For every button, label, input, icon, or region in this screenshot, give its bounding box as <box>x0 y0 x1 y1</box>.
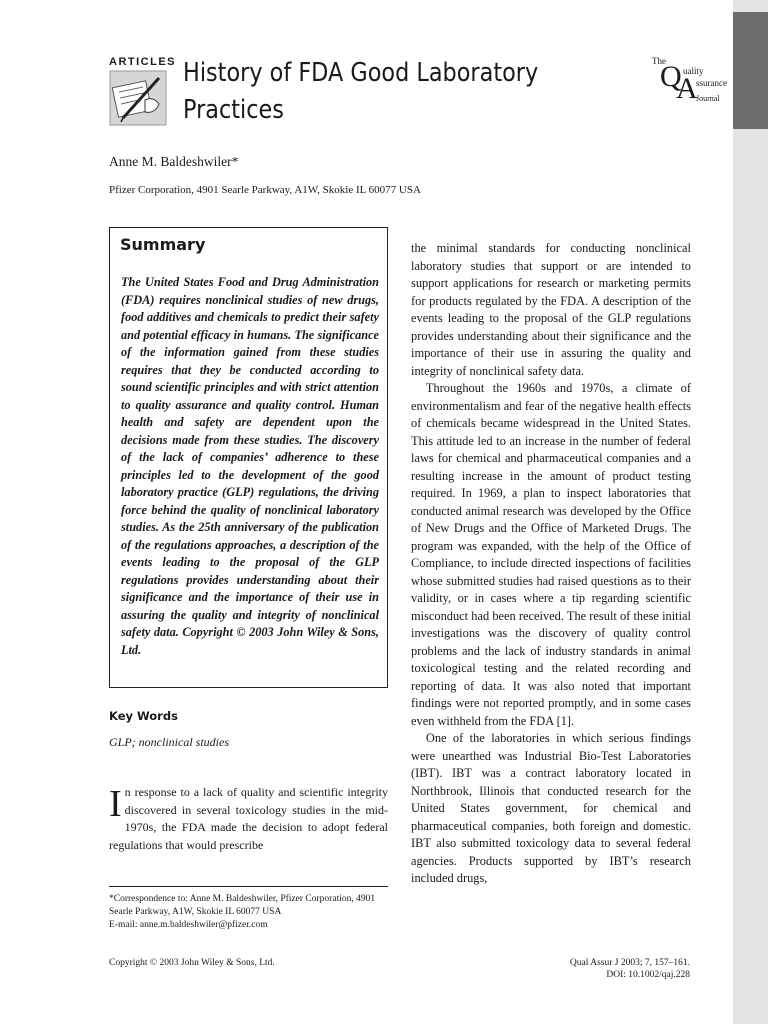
section-label: ARTICLES <box>109 56 176 68</box>
intro-paragraph-text: n response to a lack of quality and scientific integrity discovered in several toxicology studies in the mid-1970s, the FDA made the decision to adopt federal regulations that would prescribe <box>109 785 388 852</box>
summary-heading: Summary <box>120 235 206 254</box>
intro-paragraph <box>109 784 388 854</box>
journal-logo-journal: Journal <box>696 94 720 103</box>
body-column <box>411 240 691 888</box>
author-affiliation: Pfizer Corporation, 4901 Searle Parkway, A1W, Skokie IL 60077 USA <box>109 184 421 196</box>
keywords-text: GLP; nonclinical studies <box>109 735 229 749</box>
keywords-heading: Key Words <box>109 709 178 723</box>
article-title: History of FDA Good Laboratory Practices <box>183 58 539 125</box>
copyright-line: Copyright © 2003 John Wiley & Sons, Ltd. <box>109 958 275 968</box>
page-edge-strip <box>733 0 768 1024</box>
body-paragraph: One of the laboratories in which serious findings were unearthed was Industrial Bio-Test Laboratories (IBT). IBT was a contract laboratory located in Northbrook, Illinois that conducted research for the United States government, for chemical and pharmaceutical companies, both foreign and domestic. IBT also submitted toxicology data to several federal agencies. Products supported by IBT’s research included drugs, <box>411 731 691 885</box>
page-edge-tab <box>733 12 768 129</box>
journal-logo-uality: uality <box>683 66 704 76</box>
journal-logo-the: The <box>652 56 666 66</box>
journal-logo-ssurance: ssurance <box>696 78 727 88</box>
footnote-email: E-mail: anne.m.baldeshwiler@pfizer.com <box>109 920 268 930</box>
summary-text: The United States Food and Drug Administration (FDA) requires nonclinical studies of new drugs, food additives and chemicals to predict their safety and potential efficacy in humans. The significance of the information gained from these studies requires that they be conducted according to sound scientific principles and with strict attention to quality assurance and quality control. Human health and safety are dependent upon the decisions made from these studies. The discovery of the lack of companies’ adherence to these principles led to the development of the good laboratory practice (GLP) regulations, the driving force behind the quality of nonclinical laboratory studies. As the 25th anniversary of the publication of the regulations approaches, a description of the events leading to the proposal of the GLP regulations provides understanding about their significance and the importance of their use in assuring the quality and integrity of nonclinical safety data. Copyright © 2003 John Wiley & Sons, Ltd. <box>121 275 379 657</box>
journal-logo-a: A <box>676 72 698 105</box>
journal-logo-q: Q <box>660 60 682 93</box>
correspondence-footnote <box>109 893 388 932</box>
drop-cap: I <box>109 783 122 825</box>
body-paragraph: Throughout the 1960s and 1970s, a climate of environmentalism and fear of the negative health effects of chemicals became widespread in the United States. This attitude led to an increase in the number of federal laws for chemical and pharmaceutical companies and a resulting increase in the amount of product testing required. In 1969, a plan to inspect laboratories that conducted animal research was developed by the Office of New Drugs and the Office of Marketed Drugs. The program was expanded, with the help of the Office of Compliance, to include directed inspections of facilities whose submitted studies had raised questions as to their validity, or in cases where a tip regarding scientific misconduct had been received. The result of these initial investigations was the discovery of quality control problems and the lack of industry standards in animal toxicological testing and the related recording and reporting of data. It was also noted that important findings were not reported promptly, and in some cases even withheld from the FDA [1]. <box>411 381 691 728</box>
writing-hand-icon <box>109 70 167 126</box>
author-name: Anne M. Baldeshwiler* <box>109 154 239 169</box>
footnote-rule <box>109 886 388 887</box>
journal-logo <box>652 54 734 104</box>
footnote-address: *Correspondence to: Anne M. Baldeshwiler, Pfizer Corporation, 4901 Searle Parkway, A1W, Skokie IL 60077 USA <box>109 894 376 917</box>
body-paragraph: the minimal standards for conducting nonclinical laboratory studies that support or are intended to support applications for research or marketing permits for products regulated by the FDA. A description of the events leading to the proposal of the GLP regulations provides understanding about their significance and the importance of their use in assuring the quality and integrity of nonclinical safety data. <box>411 241 691 378</box>
journal-citation: Qual Assur J 2003; 7, 157–161. <box>569 958 690 968</box>
doi-line: DOI: 10.1002/qaj.228 <box>606 970 690 980</box>
